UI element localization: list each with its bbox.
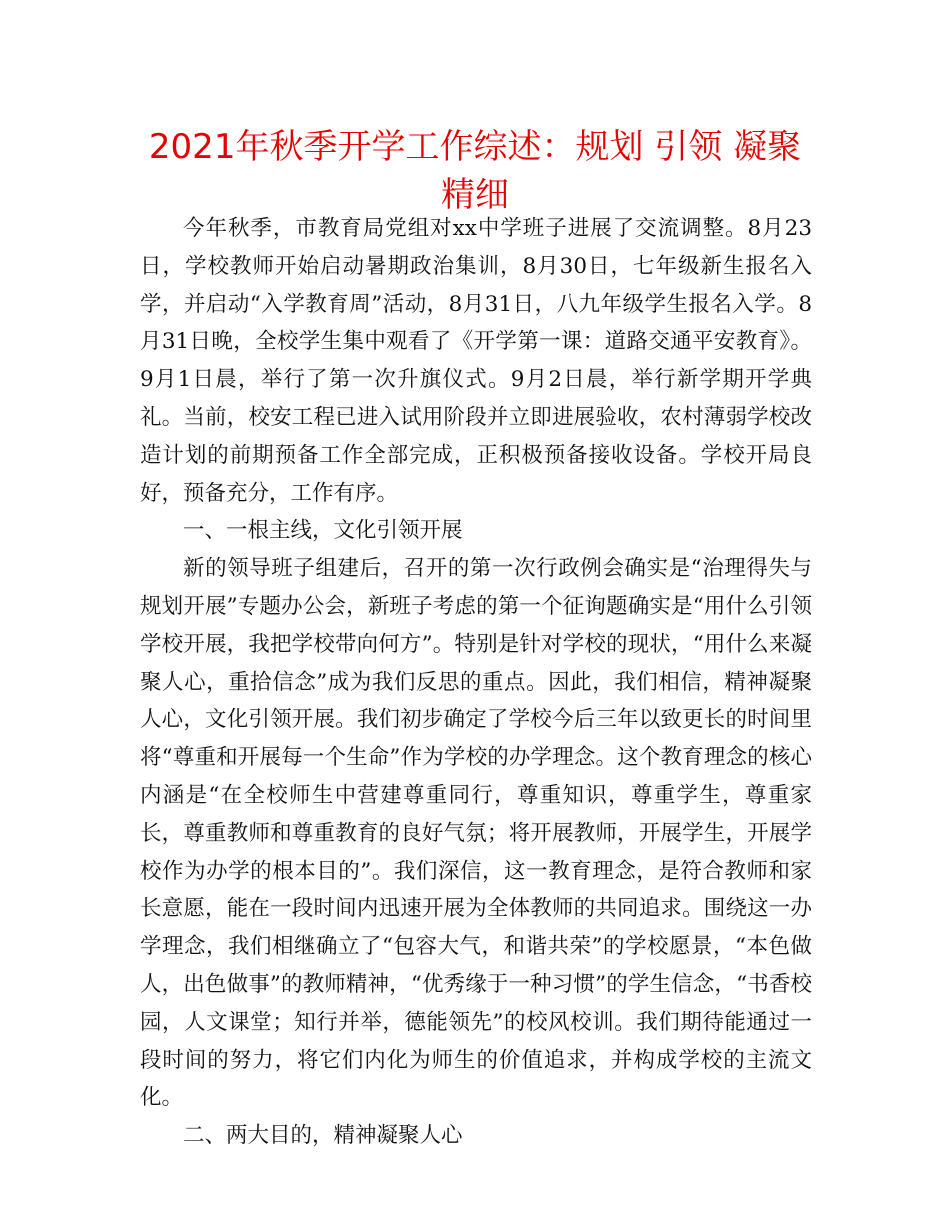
document-body xyxy=(140,210,812,1155)
intro-paragraph: 今年秋季，市教育局党组对xx中学班子进展了交流调整。8月23日，学校教师开始启动暑期政治集训，8月30日，七年级新生报名入学，并启动“入学教育周”活动，8月31日，八九年级学生报名入学。8月31日晚，全校学生集中观看了《开学第一课：道路交通平安教育》。9月1日晨，举行了第一次升旗仪式。9月2日晨，举行新学期开学典礼。当前，校安工程已进入试用阶段并立即进展验收，农村薄弱学校改造计划的前期预备工作全部完成，正积极预备接收设备。学校开局良好，预备充分，工作有序。 xyxy=(140,216,812,506)
section-heading-1: 一、一根主线，文化引领开展 xyxy=(183,518,463,544)
document-title: 2021年秋季开学工作综述：规划 引领 凝聚 精细 xyxy=(148,127,802,215)
section-1-paragraph: 新的领导班子组建后，召开的第一次行政例会确实是“治理得失与规划开展”专题办公会，新班子考虑的第一个征询题确实是“用什么引领学校开展，我把学校带向何方”。特别是针对学校的现状，“用什么来凝聚人心，重拾信念”成为我们反思的重点。因此，我们相信，精神凝聚人心，文化引领开展。我们初步确定了学校今后三年以致更长的时间里将“尊重和开展每一个生命”作为学校的办学理念。这个教育理念的核心内涵是“在全校师生中营建尊重同行，尊重知识，尊重学生，尊重家长，尊重教师和尊重教育的良好气氛；将开展教师，开展学生，开展学校作为办学的根本目的”。我们深信，这一教育理念，是符合教师和家长意愿，能在一段时间内迅速开展为全体教师的共同追求。围绕这一办学理念，我们相继确立了“包容大气，和谐共荣”的学校愿景，“本色做人，出色做事”的教师精神，“优秀缘于一种习惯”的学生信念，“书香校园，人文课堂；知行并举，德能领先”的校风校训。我们期待能通过一段时间的努力，将它们内化为师生的价值追求，并构成学校的主流文化。 xyxy=(140,556,812,1111)
section-heading-2: 二、两大目的，精神凝聚人心 xyxy=(183,1123,463,1149)
